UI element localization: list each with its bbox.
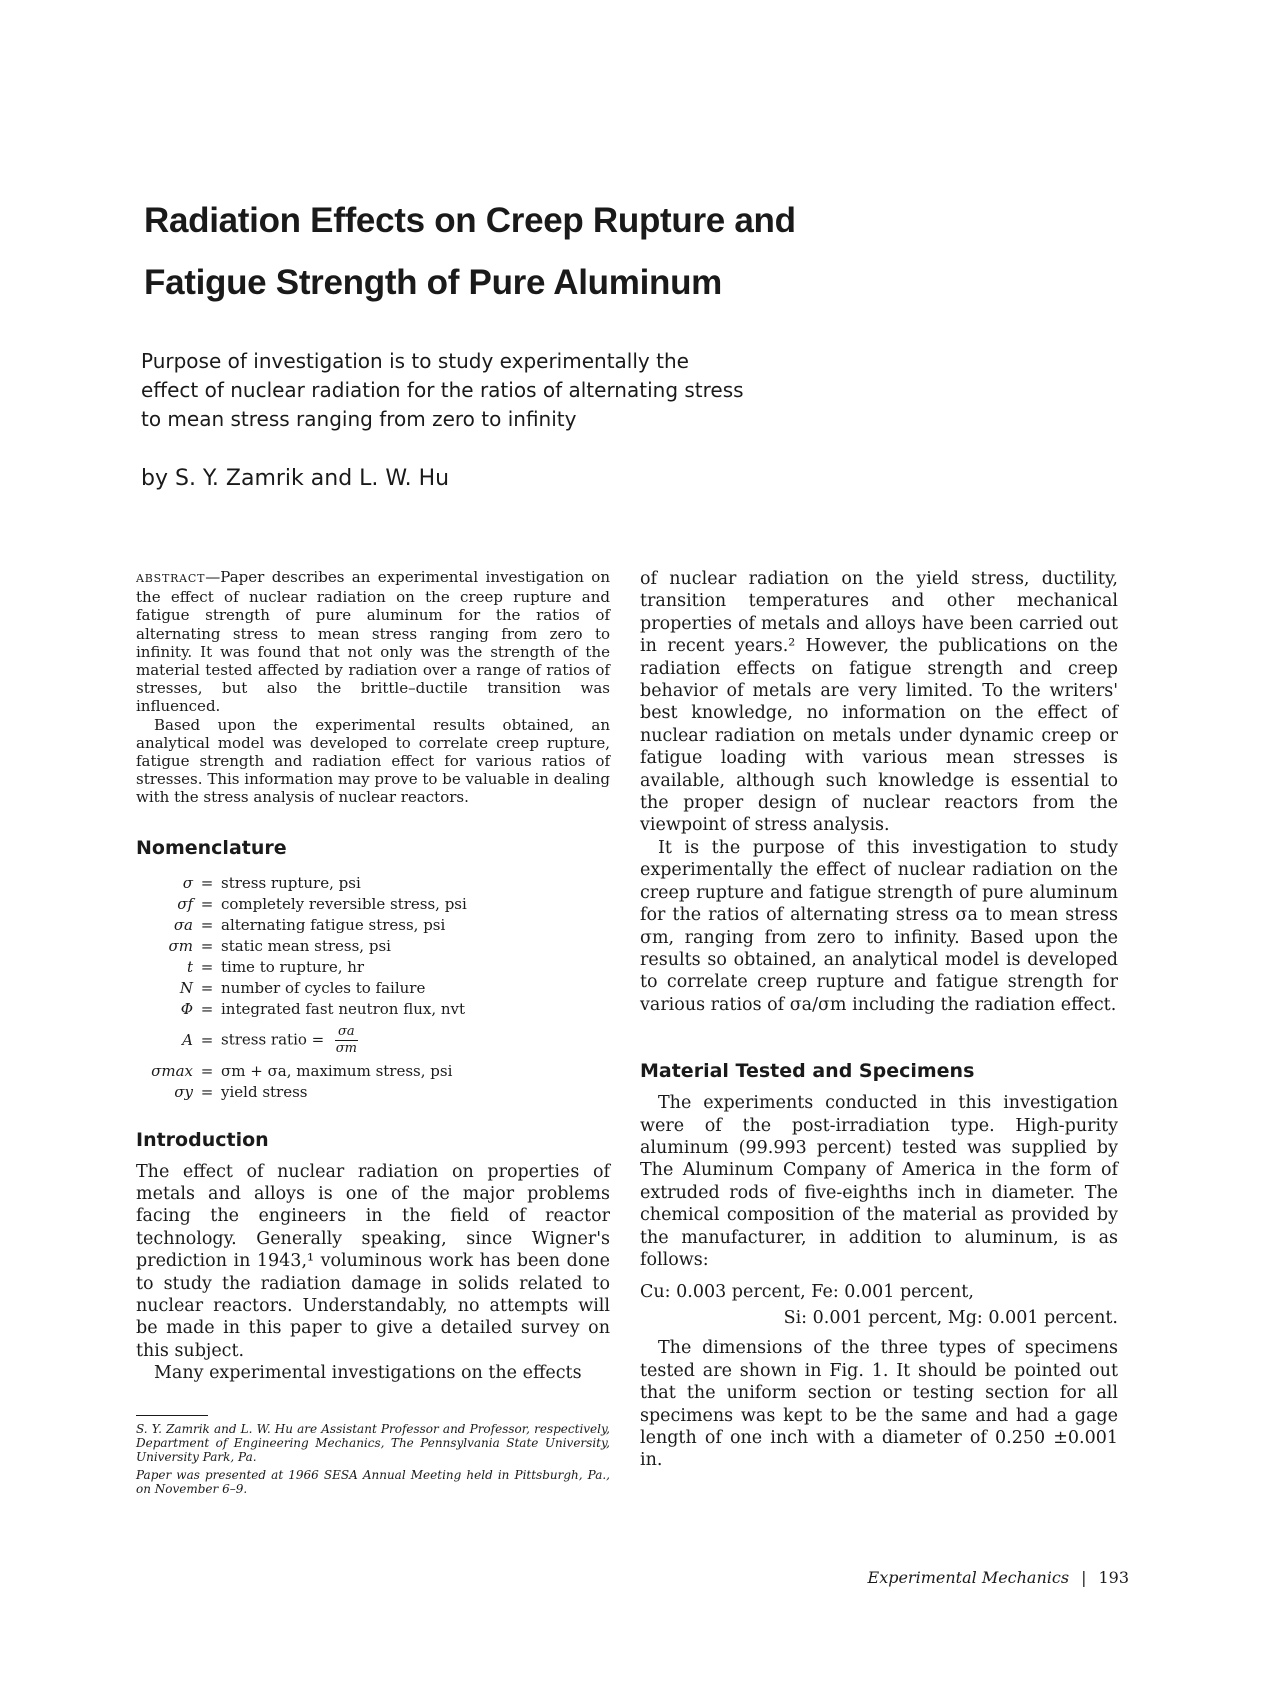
intro-continued-paragraph: of nuclear radiation on the yield stress, ductility, transition temperatures and other mechanical properties of metals and alloys have been carried out in recent years.² However, the publications on the radiation effects on fatigue strength and creep behavior of metals are very limited. To the writers' best knowledge, no information on the effect of nuclear radiation on metals under dynamic creep or fatigue loading with various mean stresses is available, although such knowledge is essential to the proper design of nuclear reactors from the viewpoint of stress analysis. (640, 569, 1118, 836)
nomenclature-definition: completely reversible stress, psi (221, 894, 467, 913)
subtitle-line-3: to mean stress ranging from zero to infinity (141, 407, 577, 431)
abstract-paragraph-1 (136, 568, 610, 716)
materials-paragraph-1: The experiments conducted in this investigation were of the post-irradiation type. High-purity aluminum (99.993 percent) tested was supplied by The Aluminum Company of America in the form of extruded rods of five-eighths inch in diameter. The chemical composition of the material as provided by the manufacturer, in addition to aluminum, is as follows: (640, 1093, 1118, 1270)
composition-line-2: Si: 0.001 percent, Mg: 0.001 percent. (783, 1308, 1118, 1329)
equals-sign: = (200, 1030, 214, 1049)
nomenclature-symbol: σ (182, 873, 193, 892)
materials-body (640, 1092, 1118, 1472)
presentation-footnote: Paper was presented at 1966 SESA Annual Meeting held in Pittsburgh, Pa., on November 6–9. (136, 1467, 610, 1496)
nomenclature-symbol: σmax (151, 1061, 193, 1080)
abstract-paragraph-2: Based upon the experimental results obtained, an analytical model was developed to correlate creep rupture, fatigue strength and radiation effect for various ratios of stresses. This information may prove to be valuable in dealing with the stress analysis of nuclear reactors. (136, 715, 610, 807)
nomenclature-definition: stress rupture, psi (221, 873, 361, 892)
purpose-paragraph: It is the purpose of this investigation to study experimentally the effect of nuclear radiation on the creep rupture and fatigue strength of pure aluminum for the ratios of alternating stress σa to mean stress σm, ranging from zero to infinity. Based upon the results so obtained, an analytical model is developed to correlate creep rupture and fatigue strength for various ratios of σa/σm including the radiation effect. (640, 837, 1118, 1015)
subtitle-line-2: effect of nuclear radiation for the ratios of alternating stress (141, 378, 744, 402)
ratio-definition-text: stress ratio = (221, 1030, 325, 1049)
paper-title (144, 190, 904, 314)
nomenclature-row (136, 978, 610, 999)
nomenclature-symbol: t (186, 957, 193, 976)
introduction-paragraph-1: The effect of nuclear radiation on properties of metals and alloys is one of the major problems facing the engineers in the field of reactor technology. Generally speaking, since Wigner's prediction in 1943,¹ voluminous work has been done to study the radiation damage in solids related to nuclear reactors. Understandably, no attempts will be made in this paper to give a detailed survey on this subject. (136, 1161, 610, 1361)
author-byline: by S. Y. Zamrik and L. W. Hu (141, 466, 450, 491)
page-number: 193 (1098, 1568, 1129, 1587)
introduction-paragraph-2: Many experimental investigations on the effects (154, 1363, 582, 1384)
title-line-2: Fatigue Strength of Pure Aluminum (144, 263, 722, 302)
nomenclature-definition: yield stress (221, 1082, 308, 1101)
equals-sign: = (200, 894, 214, 913)
page-footer (868, 1568, 1129, 1587)
nomenclature-definition: static mean stress, psi (221, 936, 391, 955)
journal-name: Experimental Mechanics (867, 1568, 1070, 1587)
nomenclature-row (136, 936, 610, 957)
materials-paragraph-2: The dimensions of the three types of specimens tested are shown in Fig. 1. It should be pointed out that the uniform section or testing section for all specimens was kept to be the same and had a gage length of one inch with a diameter of 0.250 ±0.001 in. (640, 1338, 1118, 1471)
nomenclature-row (136, 1082, 610, 1103)
abstract (136, 568, 610, 807)
equals-sign: = (200, 936, 214, 955)
nomenclature-symbol: A (182, 1030, 193, 1049)
footnote-divider (136, 1415, 208, 1416)
nomenclature-definition: time to rupture, hr (221, 957, 365, 976)
nomenclature-row-ratio (136, 1024, 610, 1057)
nomenclature-row (136, 915, 610, 936)
nomenclature-row (136, 999, 610, 1020)
nomenclature-symbol: σm (168, 936, 193, 955)
nomenclature-symbol: N (179, 978, 193, 997)
fraction-denominator: σm (335, 1040, 357, 1056)
introduction-continued (640, 568, 1118, 1016)
nomenclature-row (136, 1061, 610, 1082)
materials-heading: Material Tested and Specimens (640, 1060, 975, 1083)
nomenclature-symbol: Φ (180, 999, 193, 1018)
nomenclature-definition: alternating fatigue stress, psi (221, 915, 446, 934)
paper-subtitle (141, 347, 781, 434)
abstract-label: ABSTRACT (136, 572, 206, 585)
nomenclature-definition: σm + σa, maximum stress, psi (221, 1061, 453, 1080)
nomenclature-list (136, 873, 610, 1103)
footer-separator: | (1081, 1568, 1087, 1587)
nomenclature-definition (221, 1024, 610, 1057)
stress-ratio-fraction (335, 1024, 358, 1057)
nomenclature-row (136, 957, 610, 978)
equals-sign: = (200, 1061, 214, 1080)
author-affiliation-footnote: S. Y. Zamrik and L. W. Hu are Assistant Professor and Professor, respectively, Department of Engineering Mechanics, The Pennsylvania State University, University Park, Pa. (136, 1421, 610, 1464)
equals-sign: = (200, 978, 214, 997)
nomenclature-symbol: σf (177, 894, 193, 913)
equals-sign: = (200, 999, 214, 1018)
composition-line-1: Cu: 0.003 percent, Fe: 0.001 percent, (640, 1282, 974, 1303)
equals-sign: = (200, 1082, 214, 1101)
abstract-dash: — (205, 568, 221, 586)
equals-sign: = (200, 957, 214, 976)
nomenclature-heading: Nomenclature (136, 836, 287, 859)
nomenclature-definition: number of cycles to failure (221, 978, 426, 997)
introduction-heading: Introduction (136, 1128, 269, 1151)
nomenclature-symbol: σa (173, 915, 193, 934)
introduction-body (136, 1161, 610, 1385)
abstract-text-1: Paper describes an experimental investigation on the effect of nuclear radiation on the creep rupture and fatigue strength of pure aluminum for the ratios of alternating stress to mean stress ranging from zero to infinity. It was found that not only was the strength of the material tested affected by radiation over a range of ratios of stresses, but also the brittle–ductile transition was influenced. (136, 568, 610, 716)
nomenclature-symbol: σy (174, 1082, 193, 1101)
equals-sign: = (200, 915, 214, 934)
subtitle-line-1: Purpose of investigation is to study experimentally the (141, 349, 689, 373)
nomenclature-row (136, 894, 610, 915)
equals-sign: = (200, 873, 214, 892)
left-column (136, 568, 610, 1500)
right-column (640, 568, 1118, 1472)
fraction-numerator: σa (335, 1024, 358, 1041)
nomenclature-row (136, 873, 610, 894)
nomenclature-definition: integrated fast neutron flux, nvt (221, 999, 466, 1018)
title-line-1: Radiation Effects on Creep Rupture and (144, 201, 796, 240)
